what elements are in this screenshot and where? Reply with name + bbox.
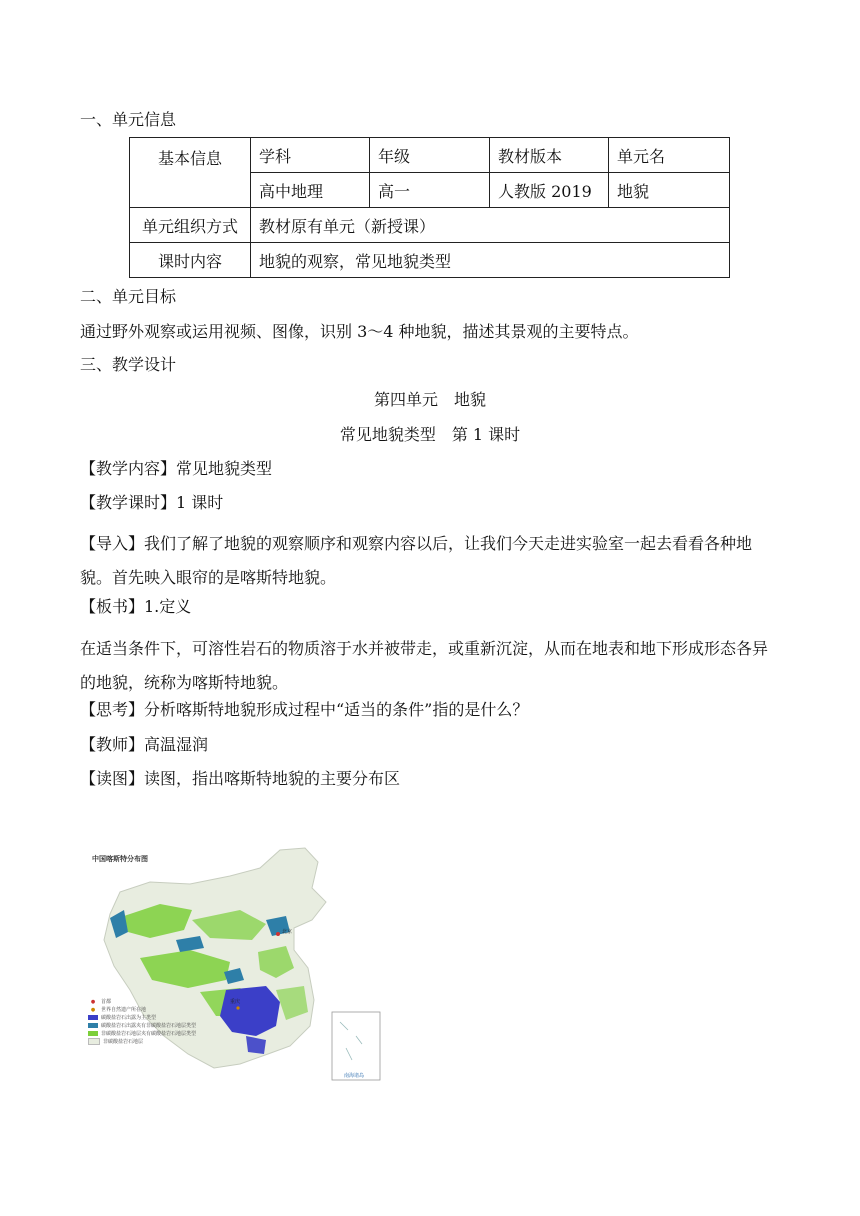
- value-subject: 高中地理: [251, 173, 370, 208]
- legend-heritage: ● 世界自然遗产所在地: [90, 1006, 147, 1013]
- section-heading-unit-goal: 二、单元目标: [80, 287, 177, 306]
- legend-capital: ● 首都: [90, 998, 112, 1005]
- teaching-hours: 【教学课时】1 课时: [80, 493, 224, 512]
- karst-distribution-map: [80, 840, 390, 1088]
- unit-title: 第四单元 地貌: [373, 390, 486, 409]
- org-method-value: 教材原有单元（新授课）: [251, 208, 730, 243]
- header-grade: 年级: [370, 138, 490, 173]
- definition-paragraph: 在适当条件下，可溶性岩石的物质溶于水并被带走，或重新沉淀，从而在地表和地下形成形态各异的地貌，统称为喀斯特地貌。: [80, 639, 769, 692]
- board-definition: 【板书】1.定义: [80, 597, 192, 616]
- basic-info-label: 基本信息: [130, 138, 251, 208]
- value-unit-name: 地貌: [609, 173, 730, 208]
- section-heading-unit-info: 一、单元信息: [80, 110, 177, 129]
- legend-carbonate-main: 碳酸盐岩石出露为主类型: [88, 1013, 196, 1021]
- unit-goal-text: 通过野外观察或运用视频、图像，识别 3～4 种地貌，描述其景观的主要特点。: [80, 322, 639, 341]
- label-beijing: 北京: [282, 929, 293, 935]
- teaching-content: 【教学内容】常见地貌类型: [80, 459, 273, 478]
- teacher-answer: 【教师】高温湿润: [80, 735, 209, 754]
- lesson-title: 常见地貌类型 第 1 课时: [339, 425, 521, 444]
- lesson-content-label: 课时内容: [130, 243, 251, 278]
- legend-non-carbonate-mixed: 非碳酸盐岩石地层夹有碳酸盐岩石地层类型: [88, 1029, 196, 1037]
- section-heading-teaching-design: 三、教学设计: [80, 355, 177, 374]
- china-map-graphic: [80, 840, 390, 1088]
- map-legend: [88, 997, 196, 1045]
- org-method-label: 单元组织方式: [130, 208, 251, 243]
- legend-carbonate-mixed: 碳酸盐岩石出露夹有非碳酸盐岩石地层类型: [88, 1021, 196, 1029]
- lesson-content-value: 地貌的观察，常见地貌类型: [251, 243, 730, 278]
- header-edition: 教材版本: [490, 138, 609, 173]
- unit-info-table: [129, 137, 730, 278]
- value-edition: 人教版 2019: [490, 173, 609, 208]
- intro-paragraph: 【导入】我们了解了地貌的观察顺序和观察内容以后，让我们今天走进实验室一起去看看各种地貌。首先映入眼帘的是喀斯特地貌。: [80, 534, 753, 587]
- header-unit-name: 单元名: [609, 138, 730, 173]
- label-south-china-sea: 南海诸岛: [344, 1073, 365, 1079]
- header-subject: 学科: [251, 138, 370, 173]
- think-question: 【思考】分析喀斯特地貌形成过程中“适当的条件”指的是什么？: [80, 700, 529, 719]
- read-map-prompt: 【读图】读图，指出喀斯特地貌的主要分布区: [80, 769, 401, 788]
- label-chongqing: 重庆: [230, 999, 241, 1005]
- value-grade: 高一: [370, 173, 490, 208]
- legend-non-carbonate: 非碳酸盐岩石地层: [88, 1037, 196, 1045]
- map-title: 中国喀斯特分布图: [92, 855, 148, 863]
